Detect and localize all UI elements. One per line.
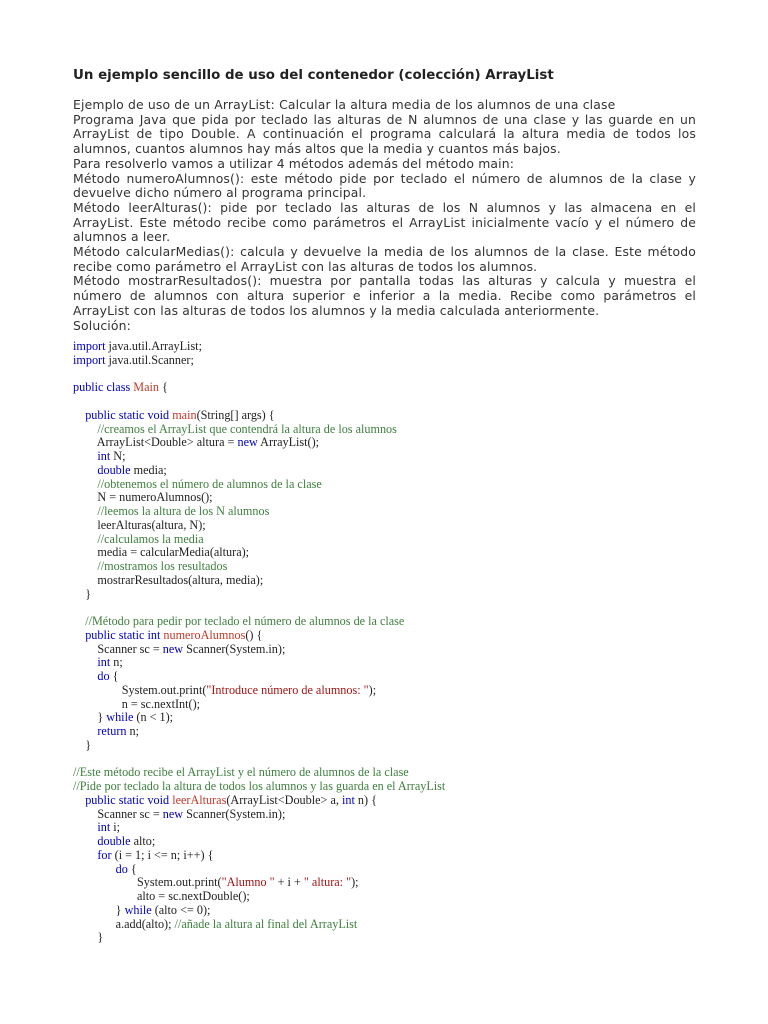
code-line bbox=[73, 931, 733, 945]
code-text: alto = sc.nextDouble(); bbox=[73, 889, 250, 903]
code-text bbox=[73, 422, 97, 436]
code-keyword: do bbox=[97, 669, 110, 683]
code-text: { bbox=[109, 669, 119, 683]
code-line bbox=[73, 436, 733, 450]
code-text: Scanner(System.in); bbox=[183, 806, 286, 821]
code-text: n = sc.nextInt(); bbox=[73, 696, 201, 711]
code-string: "Introduce número de alumnos: " bbox=[206, 682, 369, 697]
code-text: (ArrayList<Double> a, bbox=[226, 792, 342, 807]
document-title: Un ejemplo sencillo de uso del contenedor (colección) ArrayList bbox=[73, 68, 554, 83]
code-keyword: int bbox=[97, 449, 111, 463]
paragraph-mostrar-resultados: Método mostrarResultados(): muestra por pantalla todas las alturas y calcula y muestra el número de alumnos con altura superior e inferior a la media. Recibe como parámetros el ArrayList con las alturas de todos los alumnos y la media calculada anteriormente. bbox=[73, 273, 696, 318]
code-keyword: double bbox=[97, 462, 131, 477]
code-string: "Alumno " bbox=[221, 875, 275, 890]
code-text bbox=[73, 834, 97, 848]
code-text: ); bbox=[351, 875, 359, 890]
code-text: } bbox=[73, 930, 104, 945]
code-line bbox=[73, 615, 733, 629]
paragraph-program-description: Programa Java que pida por teclado las alturas de N alumnos de una clase y las guarde en un ArrayList de tipo Double. A continuación el programa calculará la altura media de todos los alumnos, cuantos alumnos hay más altos que la media y cuantos más bajos. bbox=[73, 111, 696, 157]
code-line bbox=[73, 739, 733, 753]
code-text bbox=[73, 793, 85, 807]
code-line bbox=[73, 643, 733, 657]
code-keyword: while bbox=[106, 710, 134, 725]
code-keyword: return bbox=[97, 724, 127, 738]
code-text bbox=[73, 820, 97, 834]
code-line bbox=[73, 629, 733, 643]
code-comment: //leemos la altura de los N alumnos bbox=[97, 504, 270, 518]
code-line bbox=[73, 601, 733, 615]
paragraph-methods-intro: Para resolverlo vamos a utilizar 4 métodos además del método main: bbox=[73, 155, 515, 171]
code-text: n; bbox=[126, 724, 140, 738]
code-text bbox=[73, 724, 97, 738]
code-text bbox=[73, 449, 97, 463]
code-line bbox=[73, 876, 733, 890]
code-comment: //Este método recibe el ArrayList y el número de alumnos de la clase bbox=[73, 765, 409, 780]
code-line bbox=[73, 574, 733, 588]
code-text bbox=[73, 504, 97, 518]
code-line bbox=[73, 670, 733, 684]
code-text bbox=[73, 628, 85, 642]
code-text: N; bbox=[110, 449, 126, 463]
code-line bbox=[73, 505, 733, 519]
code-text: mostrarResultados(altura, media); bbox=[73, 572, 264, 587]
code-text bbox=[73, 477, 97, 491]
code-text: System.out.print( bbox=[73, 682, 207, 697]
code-text: ArrayList<Double> altura = bbox=[73, 435, 238, 450]
code-keyword: public class bbox=[73, 380, 131, 395]
code-text: n) { bbox=[354, 792, 377, 807]
code-line bbox=[73, 808, 733, 822]
document-body bbox=[73, 98, 696, 333]
code-keyword: int bbox=[341, 792, 355, 807]
code-identifier: main bbox=[172, 407, 197, 422]
code-line bbox=[73, 766, 733, 780]
code-comment: //obtenemos el número de alumnos de la clase bbox=[97, 476, 322, 491]
code-keyword: int bbox=[97, 820, 111, 835]
paragraph-calcular-medias: Método calcularMedias(): calcula y devuelve la media de los alumnos de la clase. Este método recibe como parámetro el ArrayList con las alturas de todos los alumnos. bbox=[73, 244, 696, 274]
code-line bbox=[73, 821, 733, 835]
code-comment: //añade la altura al final del ArrayList bbox=[174, 916, 358, 931]
code-line bbox=[73, 423, 733, 437]
code-line bbox=[73, 849, 733, 863]
code-comment: //Método para pedir por teclado el número de alumnos de la clase bbox=[85, 614, 405, 628]
code-text: Scanner(System.in); bbox=[183, 641, 286, 656]
code-line bbox=[73, 409, 733, 423]
code-text bbox=[73, 848, 97, 862]
code-keyword: import bbox=[73, 339, 106, 353]
code-text: java.util.ArrayList; bbox=[105, 339, 202, 353]
code-line bbox=[73, 533, 733, 547]
code-line bbox=[73, 656, 733, 670]
code-keyword: new bbox=[162, 806, 184, 821]
code-text: System.out.print( bbox=[73, 875, 222, 890]
code-text: media; bbox=[130, 462, 167, 477]
code-text bbox=[73, 408, 85, 422]
paragraph-solucion: Solución: bbox=[73, 317, 131, 333]
code-text: a.add(alto); bbox=[73, 916, 175, 931]
code-line bbox=[73, 904, 733, 918]
code-line bbox=[73, 340, 733, 354]
code-text: () { bbox=[245, 627, 263, 642]
code-text bbox=[73, 862, 116, 876]
code-keyword: public static void bbox=[85, 407, 170, 422]
code-text: n; bbox=[110, 655, 123, 670]
code-text: Scanner sc = bbox=[73, 806, 163, 821]
code-keyword: do bbox=[115, 861, 128, 876]
code-string: " altura: " bbox=[303, 875, 352, 890]
code-text: { bbox=[127, 861, 137, 876]
code-text: (n < 1); bbox=[133, 710, 174, 725]
code-line bbox=[73, 794, 733, 808]
code-text bbox=[73, 655, 97, 669]
code-text: ArrayList(); bbox=[257, 435, 320, 450]
code-comment: //Pide por teclado la altura de todos los alumnos y las guarda en el ArrayList bbox=[73, 779, 446, 793]
code-line bbox=[73, 835, 733, 849]
code-comment: //calculamos la media bbox=[97, 531, 204, 546]
code-text: } bbox=[73, 710, 107, 725]
code-text bbox=[73, 669, 97, 683]
code-line bbox=[73, 395, 733, 409]
code-text: + i + bbox=[274, 875, 304, 890]
code-line bbox=[73, 698, 733, 712]
code-line bbox=[73, 450, 733, 464]
code-text: ); bbox=[368, 682, 377, 697]
code-line bbox=[73, 464, 733, 478]
code-keyword: int bbox=[97, 655, 111, 670]
code-line bbox=[73, 381, 733, 395]
code-comment: //creamos el ArrayList que contendrá la altura de los alumnos bbox=[97, 421, 397, 436]
code-identifier: numeroAlumnos bbox=[163, 627, 246, 642]
paragraph-leer-alturas: Método leerAlturas(): pide por teclado las alturas de los N alumnos y las almacena en el ArrayList. Este método recibe como parámetros el ArrayList inicialmente vacío y el número de alumnos a leer. bbox=[73, 199, 696, 245]
code-block bbox=[73, 340, 733, 945]
code-text: (String[] args) { bbox=[196, 407, 275, 422]
code-text: leerAlturas(altura, N); bbox=[73, 517, 206, 532]
paragraph-numero-alumnos: Método numeroAlumnos(): este método pide por teclado el número de alumnos de la clase y devuelve dicho número al programa principal. bbox=[73, 170, 696, 201]
code-text: i; bbox=[110, 820, 121, 835]
code-text bbox=[73, 559, 97, 573]
code-line bbox=[73, 491, 733, 505]
code-line bbox=[73, 753, 733, 767]
code-line bbox=[73, 780, 733, 794]
code-line bbox=[73, 918, 733, 932]
code-line bbox=[73, 588, 733, 602]
code-text: alto; bbox=[130, 834, 156, 848]
code-keyword: public static void bbox=[85, 792, 170, 807]
code-line bbox=[73, 711, 733, 725]
code-text: media = calcularMedia(altura); bbox=[73, 545, 250, 560]
code-text: } bbox=[73, 902, 125, 917]
code-text bbox=[73, 532, 97, 546]
code-line bbox=[73, 725, 733, 739]
code-text: { bbox=[158, 380, 168, 395]
code-text: (alto <= 0); bbox=[151, 902, 211, 917]
code-text: } bbox=[73, 586, 92, 601]
code-keyword: new bbox=[237, 435, 258, 450]
code-keyword: import bbox=[73, 352, 106, 367]
code-identifier: Main bbox=[133, 380, 159, 395]
code-text bbox=[73, 463, 97, 477]
code-line bbox=[73, 863, 733, 877]
code-line bbox=[73, 560, 733, 574]
code-keyword: double bbox=[97, 834, 131, 848]
code-text: Scanner sc = bbox=[73, 641, 163, 656]
code-line bbox=[73, 354, 733, 368]
code-line bbox=[73, 546, 733, 560]
code-identifier: leerAlturas bbox=[172, 792, 227, 807]
code-text: (i = 1; i <= n; i++) { bbox=[111, 847, 214, 862]
code-text: } bbox=[73, 737, 92, 752]
code-line bbox=[73, 478, 733, 492]
code-keyword: public static int bbox=[85, 627, 161, 642]
code-line bbox=[73, 890, 733, 904]
paragraph-intro: Ejemplo de uso de un ArrayList: Calcular la altura media de los alumnos de una clase bbox=[73, 97, 616, 112]
code-text: N = numeroAlumnos(); bbox=[73, 490, 213, 505]
code-comment: //mostramos los resultados bbox=[97, 559, 228, 573]
code-text: java.util.Scanner; bbox=[105, 352, 194, 367]
code-keyword: new bbox=[162, 641, 184, 656]
code-line bbox=[73, 684, 733, 698]
code-line bbox=[73, 519, 733, 533]
code-keyword: while bbox=[124, 902, 152, 917]
code-keyword: for bbox=[97, 847, 112, 862]
code-text bbox=[73, 614, 85, 628]
code-line bbox=[73, 368, 733, 382]
